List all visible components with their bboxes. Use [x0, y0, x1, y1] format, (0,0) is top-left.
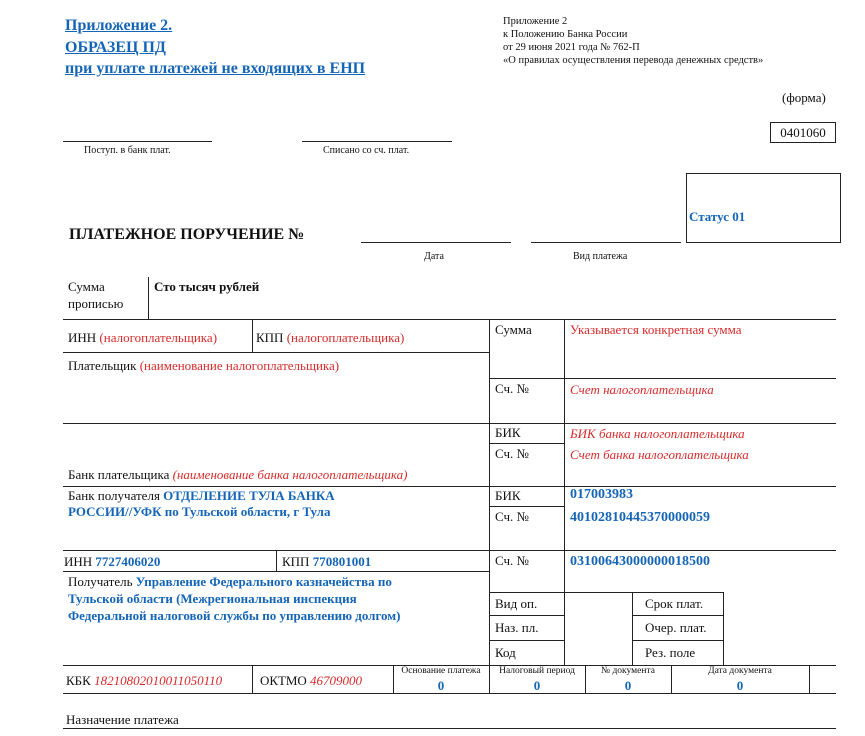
recipient-kpp-value: 770801001 [312, 554, 372, 569]
payer-name [68, 358, 339, 374]
received-label: Поступ. в банк плат. [84, 145, 171, 156]
sample-subtitle: при уплате платежей не входящих в ЕНП [65, 60, 366, 77]
grid-line [489, 443, 564, 444]
grid-line [489, 319, 490, 665]
grid-line [63, 352, 489, 353]
payer-name-value: (наименование налогоплательщика) [139, 358, 340, 373]
grid-line [63, 571, 489, 572]
recipient-bank-name-1: ОТДЕЛЕНИЕ ТУЛА БАНКА [163, 488, 335, 503]
rez-pole-label: Рез. поле [645, 645, 696, 660]
payer-bank-label: Банк плательщика [68, 467, 170, 482]
recipient-account-label: Сч. № [495, 553, 529, 568]
grid-line [63, 319, 836, 320]
recipient-bik-label: БИК [495, 488, 521, 503]
period-value: 0 [533, 678, 541, 693]
purpose-label: Назначение платежа [66, 712, 179, 727]
sample-title: ОБРАЗЕЦ ПД [65, 39, 166, 56]
grid-line [489, 615, 564, 616]
ocher-plat-label: Очер. плат. [645, 620, 707, 635]
grid-line [632, 640, 723, 641]
recipient-bank-account-value: 40102810445370000059 [570, 510, 710, 525]
basis-value: 0 [437, 678, 445, 693]
form-label: (форма) [782, 90, 826, 105]
payer-bank-account-label: Сч. № [495, 446, 529, 461]
recipient-bank-account-label: Сч. № [495, 509, 529, 524]
grid-line [809, 665, 810, 693]
recipient-bik-value: 017003983 [570, 487, 633, 502]
recipient-kpp-label: КПП [282, 554, 310, 569]
docnum-label: № документа [601, 666, 655, 676]
amount-words-label-1: Сумма [68, 279, 105, 294]
grid-line [632, 592, 633, 665]
recipient-kpp [282, 554, 371, 570]
recipient-label: Получатель [68, 574, 133, 589]
payer-inn [68, 330, 217, 346]
payer-kpp-value: (налогоплательщика) [286, 330, 405, 345]
grid-line [489, 378, 836, 379]
kod-label: Код [495, 645, 516, 660]
payer-bik-label: БИК [495, 425, 521, 440]
form-code: 0401060 [770, 122, 836, 143]
debited-line [302, 141, 452, 142]
srok-plat-label: Срок плат. [645, 596, 704, 611]
oktmo [260, 673, 362, 689]
status-value: Статус 01 [689, 209, 746, 224]
payer-inn-label: ИНН [68, 330, 97, 345]
regulation-line-3: от 29 июня 2021 года № 762-П [503, 42, 640, 53]
amount-words-label-2: прописью [68, 296, 124, 311]
grid-line [63, 423, 836, 424]
payer-name-label: Плательщик [68, 358, 137, 373]
received-line [63, 141, 212, 142]
grid-line [489, 592, 723, 593]
status-box [686, 173, 841, 243]
grid-line [489, 640, 564, 641]
docdate-label: Дата документа [708, 666, 772, 676]
recipient-name-3: Федеральной налоговой службы по управлению долгом) [68, 608, 401, 623]
docnum-value: 0 [624, 678, 632, 693]
grid-line [489, 506, 564, 507]
recipient-inn [64, 554, 160, 570]
oktmo-value: 46709000 [310, 673, 363, 688]
recipient-bank-name-2: РОССИИ//УФК по Тульской области, г Тула [68, 504, 331, 519]
recipient-bank-line-1 [68, 488, 335, 504]
sum-label: Сумма [495, 322, 532, 337]
payer-bank-account-value: Счет банка налогоплательщика [570, 447, 749, 462]
date-line [361, 242, 511, 243]
recipient-inn-value: 7727406020 [95, 554, 161, 569]
recipient-account-value: 03100643000000018500 [570, 554, 710, 569]
grid-line [564, 319, 565, 665]
payer-bik-value: БИК банка налогоплательщика [570, 426, 745, 441]
regulation-line-1: Приложение 2 [503, 16, 568, 27]
payment-type-label: Вид платежа [573, 251, 628, 262]
vid-op-label: Вид оп. [495, 596, 538, 611]
payer-bank-value: (наименование банка налогоплательщика) [172, 467, 408, 482]
payer-account-label: Сч. № [495, 381, 529, 396]
recipient-name-2: Тульской области (Межрегиональная инспекция [68, 591, 357, 606]
sum-value: Указывается конкретная сумма [570, 322, 742, 337]
regulation-line-2: к Положению Банка России [503, 29, 628, 40]
oktmo-label: ОКТМО [260, 673, 307, 688]
grid-line [632, 615, 723, 616]
naz-pl-label: Наз. пл. [495, 620, 539, 635]
grid-line [276, 550, 277, 571]
amount-words-divider [148, 277, 149, 319]
payment-type-line [531, 242, 681, 243]
grid-line [252, 319, 253, 352]
payer-inn-value: (налогоплательщика) [99, 330, 218, 345]
grid-line [63, 728, 836, 729]
kbk-label: КБК [66, 673, 91, 688]
docdate-value: 0 [736, 678, 744, 693]
date-label: Дата [424, 251, 444, 262]
grid-line [63, 550, 836, 551]
recipient-line-1 [68, 574, 392, 590]
payer-bank [68, 467, 407, 483]
payer-kpp [256, 330, 404, 346]
basis-label: Основание платежа [401, 666, 481, 676]
grid-line [723, 592, 724, 665]
grid-line [63, 486, 836, 487]
period-label: Налоговый период [499, 666, 575, 676]
regulation-line-4: «О правилах осуществления перевода денежных средств» [503, 55, 764, 66]
document-title: ПЛАТЕЖНОЕ ПОРУЧЕНИЕ № [69, 226, 305, 243]
kbk [66, 673, 222, 689]
payer-kpp-label: КПП [256, 330, 284, 345]
grid-line [252, 665, 253, 693]
recipient-inn-label: ИНН [64, 554, 93, 569]
payer-account-value: Счет налогоплательщика [570, 382, 714, 397]
amount-words-value: Сто тысяч рублей [154, 279, 260, 294]
recipient-bank-label: Банк получателя [68, 488, 160, 503]
appendix-title: Приложение 2. [65, 17, 173, 34]
kbk-value: 18210802010011050110 [94, 673, 223, 688]
recipient-name-1: Управление Федерального казначейства по [135, 574, 392, 589]
debited-label: Списано со сч. плат. [323, 145, 410, 156]
